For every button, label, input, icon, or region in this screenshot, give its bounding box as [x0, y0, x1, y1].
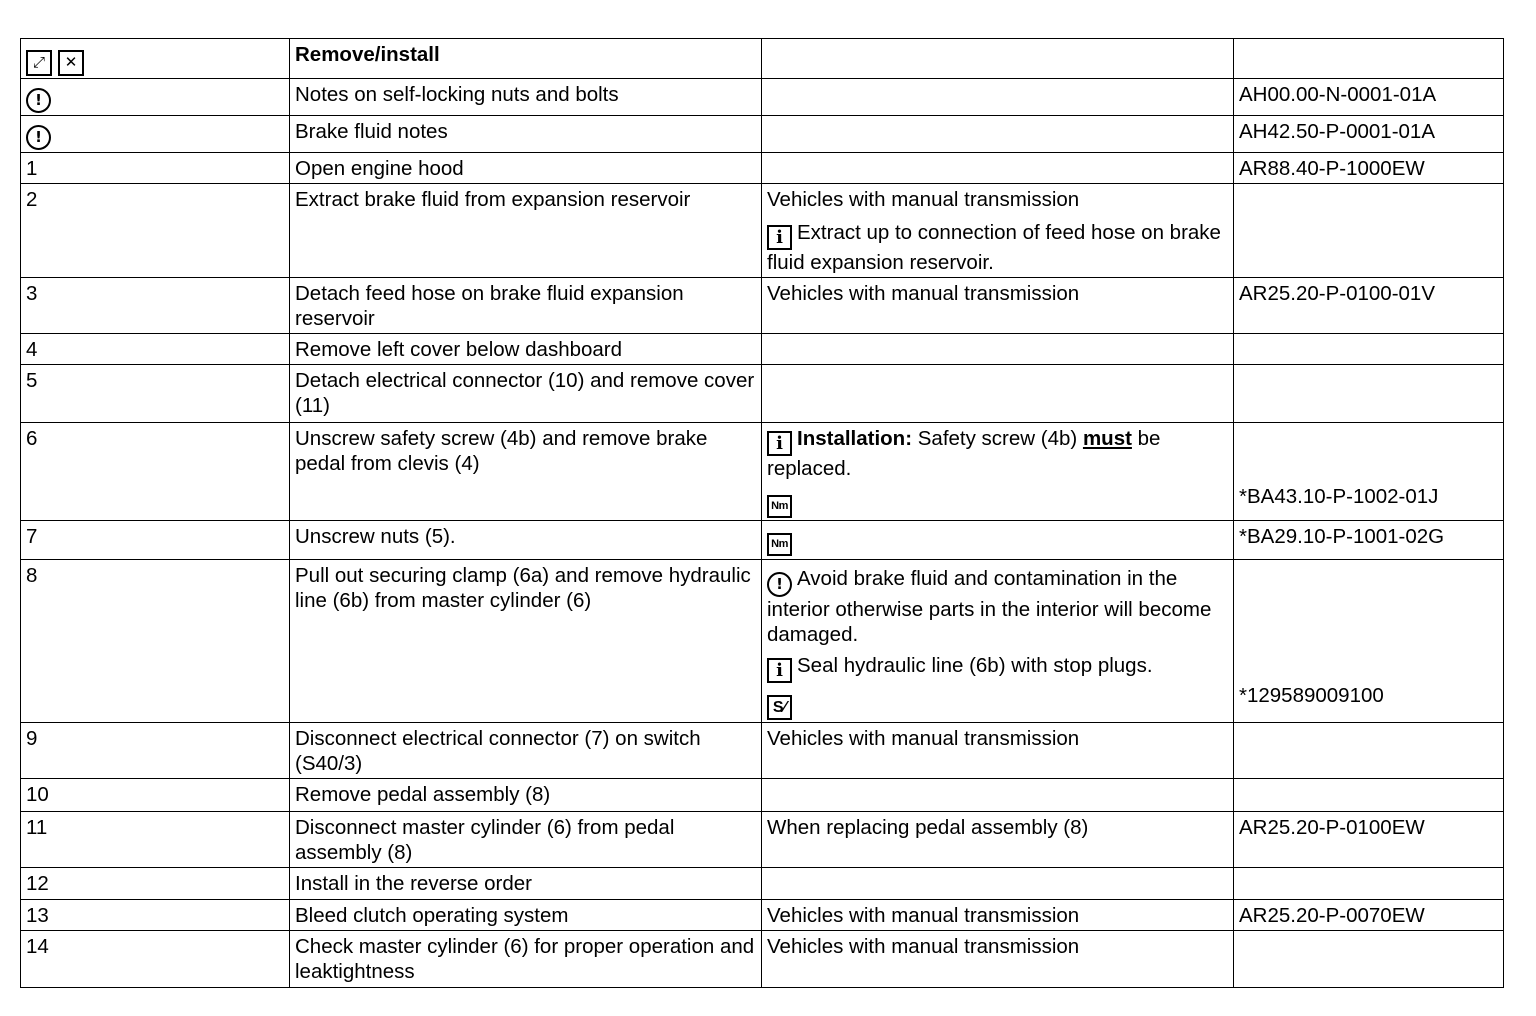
step-reference-cell — [1234, 334, 1504, 365]
step-reference-link[interactable]: AH42.50-P-0001-01A — [1234, 116, 1504, 153]
notes-icon[interactable]: ! — [26, 88, 51, 113]
step-text: Detach feed hose on brake fluid expansion reservoir — [290, 278, 762, 334]
table-row — [21, 184, 1504, 278]
step-text: Unscrew nuts (5). — [290, 521, 762, 560]
table-row — [21, 423, 1504, 521]
step-reference-link[interactable]: *129589009100 — [1239, 684, 1384, 707]
step-condition-cell — [762, 868, 1234, 900]
step-number: 11 — [21, 812, 290, 868]
step-condition-cell — [762, 79, 1234, 116]
step-reference-cell — [1234, 423, 1504, 521]
step-number: 5 — [21, 365, 290, 423]
step-text: Install in the reverse order — [290, 868, 762, 900]
step-number-cell — [21, 79, 290, 116]
step-text: Unscrew safety screw (4b) and remove brake pedal from clevis (4) — [290, 423, 762, 521]
header-empty-cell — [762, 39, 1234, 79]
notes-icon[interactable]: ! — [26, 125, 51, 150]
step-condition: Vehicles with manual transmission — [762, 278, 1234, 334]
step-condition-cell — [762, 560, 1234, 723]
table-row — [21, 900, 1504, 931]
step-reference-cell — [1234, 779, 1504, 812]
step-number: 2 — [21, 184, 290, 278]
info-icon: i — [767, 225, 792, 250]
torque-icon[interactable]: Nm — [767, 533, 792, 556]
step-reference-cell — [1234, 723, 1504, 779]
step-reference-link[interactable]: AR25.20-P-0100-01V — [1234, 278, 1504, 334]
table-header-row — [21, 39, 1504, 79]
collapse-icon[interactable]: ✕ — [58, 50, 84, 76]
torque-icon[interactable]: Nm — [767, 495, 792, 518]
step-condition: Vehicles with manual transmission — [762, 723, 1234, 779]
step-condition: Vehicles with manual transmission — [762, 900, 1234, 931]
step-number: 10 — [21, 779, 290, 812]
table-row — [21, 79, 1504, 116]
step-number-cell — [21, 116, 290, 153]
step-number: 9 — [21, 723, 290, 779]
step-condition-cell — [762, 334, 1234, 365]
notes-icon[interactable]: ! — [767, 572, 792, 597]
step-reference-cell — [1234, 868, 1504, 900]
step-reference-link[interactable]: *BA29.10-P-1001-02G — [1234, 521, 1504, 560]
table-row — [21, 812, 1504, 868]
table-row — [21, 868, 1504, 900]
step-number: 14 — [21, 931, 290, 988]
step-condition-cell — [762, 184, 1234, 278]
table-row — [21, 278, 1504, 334]
step-text: Extract brake fluid from expansion reservoir — [290, 184, 762, 278]
step-number: 12 — [21, 868, 290, 900]
step-condition-cell — [762, 521, 1234, 560]
table-row — [21, 116, 1504, 153]
page-title: Remove/install — [295, 43, 440, 66]
step-text: Remove pedal assembly (8) — [290, 779, 762, 812]
step-condition-cell — [762, 116, 1234, 153]
table-row — [21, 931, 1504, 988]
procedure-table — [20, 38, 1504, 988]
step-reference-link[interactable]: AR25.20-P-0100EW — [1234, 812, 1504, 868]
header-empty-cell — [1234, 39, 1504, 79]
step-text: Brake fluid notes — [290, 116, 762, 153]
table-row — [21, 723, 1504, 779]
step-condition: When replacing pedal assembly (8) — [762, 812, 1234, 868]
step-text: Disconnect master cylinder (6) from pedal assembly (8) — [290, 812, 762, 868]
step-text: Open engine hood — [290, 153, 762, 184]
warning-note: Avoid brake fluid and contamination in the interior otherwise parts in the interior will become damaged. — [767, 567, 1212, 646]
step-reference-link[interactable]: AH00.00-N-0001-01A — [1234, 79, 1504, 116]
step-number: 13 — [21, 900, 290, 931]
step-reference-link[interactable]: AR25.20-P-0070EW — [1234, 900, 1504, 931]
step-text: Notes on self-locking nuts and bolts — [290, 79, 762, 116]
step-number: 6 — [21, 423, 290, 521]
step-number: 1 — [21, 153, 290, 184]
step-reference-link[interactable]: *BA43.10-P-1002-01J — [1239, 485, 1439, 508]
table-row — [21, 365, 1504, 423]
step-condition-cell — [762, 779, 1234, 812]
special-tool-icon[interactable]: S⁄ — [767, 695, 792, 720]
step-text: Remove left cover below dashboard — [290, 334, 762, 365]
table-row — [21, 560, 1504, 723]
header-title — [290, 39, 762, 79]
step-condition-cell — [762, 423, 1234, 521]
info-note: Extract up to connection of feed hose on brake fluid expansion reservoir. — [767, 221, 1221, 274]
step-condition: Vehicles with manual transmission — [762, 931, 1234, 988]
info-icon: i — [767, 658, 792, 683]
expand-icon[interactable]: ⤢ — [26, 50, 52, 76]
step-text: Detach electrical connector (10) and remove cover (11) — [290, 365, 762, 423]
step-text: Check master cylinder (6) for proper operation and leaktightness — [290, 931, 762, 988]
table-row — [21, 334, 1504, 365]
info-note: Seal hydraulic line (6b) with stop plugs. — [797, 654, 1153, 677]
step-condition-cell — [762, 153, 1234, 184]
info-icon: i — [767, 431, 792, 456]
table-row — [21, 521, 1504, 560]
header-icons-cell — [21, 39, 290, 79]
step-reference-cell — [1234, 365, 1504, 423]
table-row — [21, 779, 1504, 812]
step-number: 4 — [21, 334, 290, 365]
step-reference-cell — [1234, 184, 1504, 278]
step-reference-cell — [1234, 560, 1504, 723]
step-number: 3 — [21, 278, 290, 334]
installation-note: i Installation: Safety screw (4b) must be replaced. — [767, 427, 1161, 480]
step-reference-link[interactable]: AR88.40-P-1000EW — [1234, 153, 1504, 184]
step-condition: Vehicles with manual transmission — [767, 188, 1080, 211]
step-number: 8 — [21, 560, 290, 723]
step-reference-cell — [1234, 931, 1504, 988]
step-number: 7 — [21, 521, 290, 560]
step-text: Bleed clutch operating system — [290, 900, 762, 931]
step-condition-cell — [762, 365, 1234, 423]
step-text: Pull out securing clamp (6a) and remove hydraulic line (6b) from master cylinder (6) — [290, 560, 762, 723]
step-text: Disconnect electrical connector (7) on switch (S40/3) — [290, 723, 762, 779]
table-row — [21, 153, 1504, 184]
